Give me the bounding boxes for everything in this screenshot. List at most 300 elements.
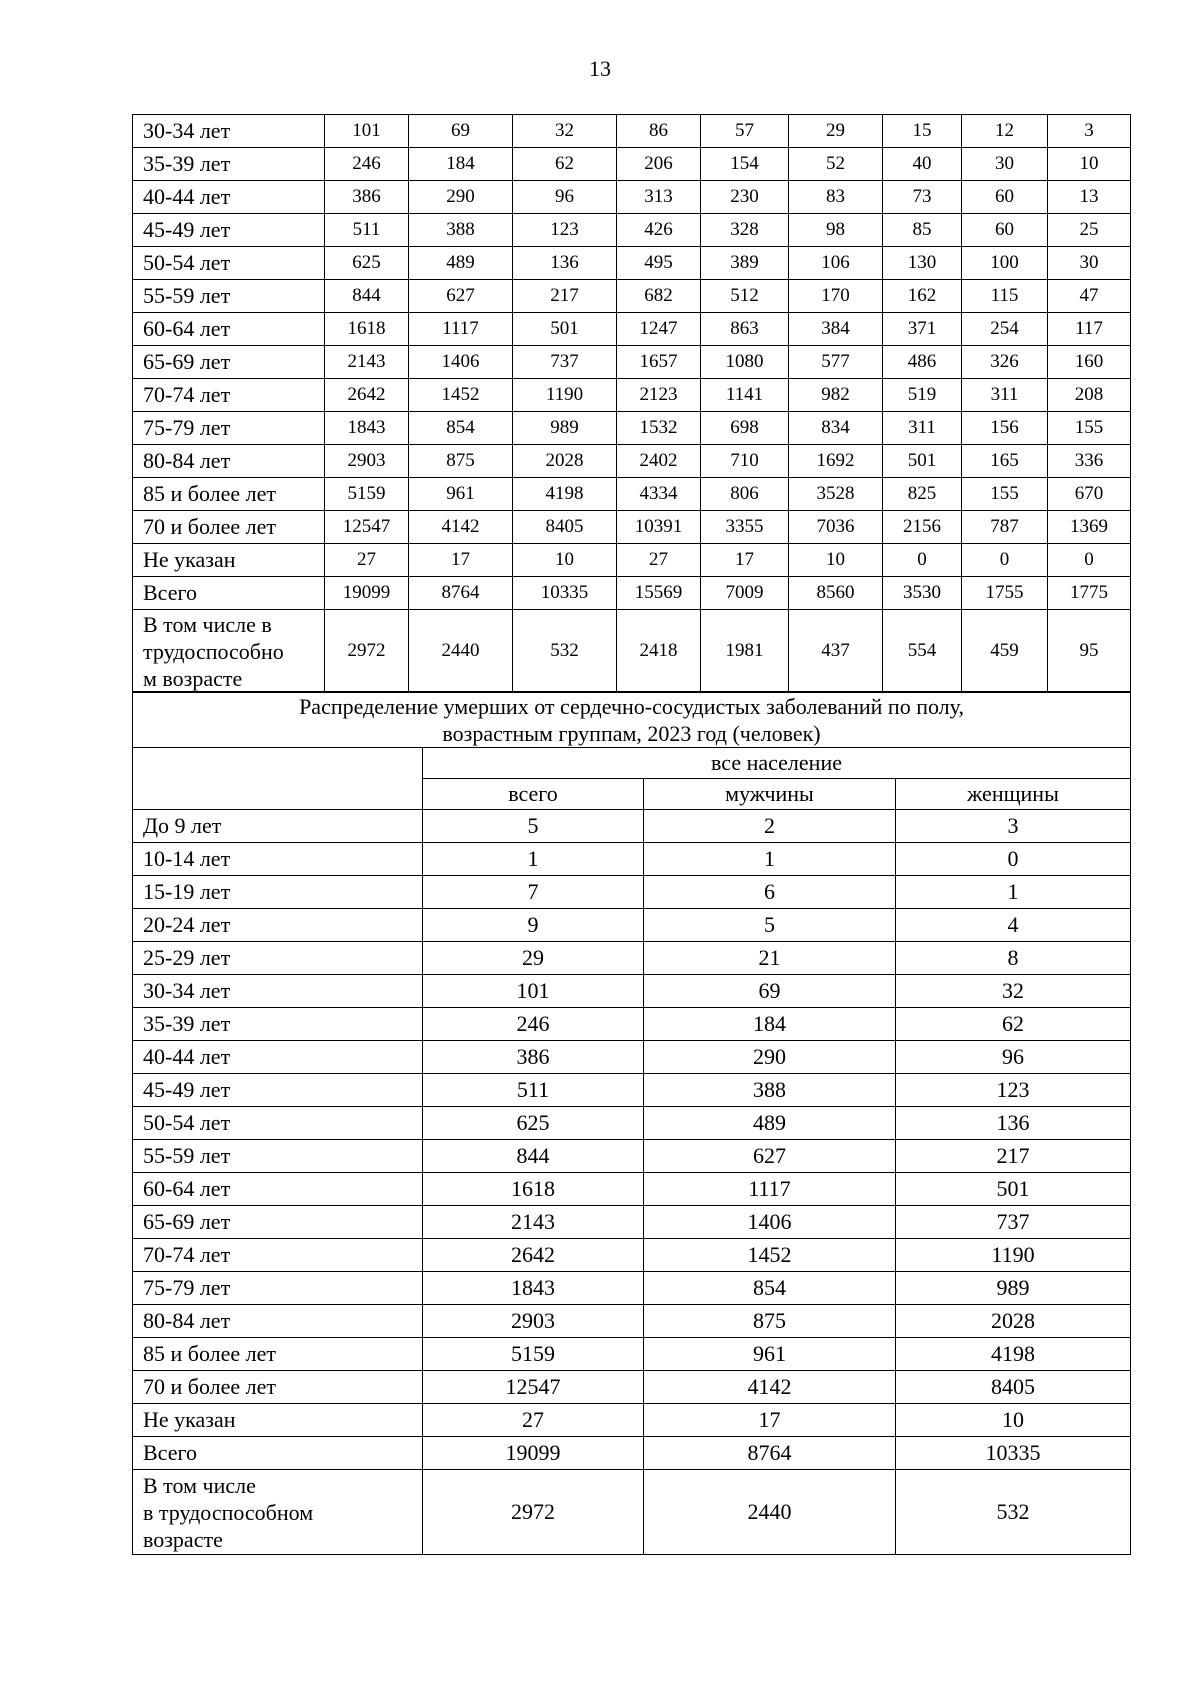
cell-value: 160 [1048,346,1131,379]
cell-value: 1452 [644,1239,896,1272]
table-row [133,247,1131,280]
table-row [133,1239,1131,1272]
table-row [133,975,1131,1008]
cell-value: 854 [644,1272,896,1305]
cell-value: 2903 [325,445,409,478]
cell-value: 15569 [617,577,701,610]
row-label: 30-34 лет [133,975,423,1008]
cell-value: 217 [513,280,617,313]
cell-value: 1117 [644,1173,896,1206]
cell-value: 2143 [423,1206,644,1239]
cell-value: 123 [513,214,617,247]
table-row [133,1437,1131,1470]
table-row [133,478,1131,511]
cell-value: 961 [644,1338,896,1371]
row-label: 55-59 лет [133,280,325,313]
table-row [133,412,1131,445]
row-label: 35-39 лет [133,148,325,181]
cell-value: 532 [896,1470,1131,1555]
cell-value: 2402 [617,445,701,478]
cell-value: 206 [617,148,701,181]
cell-value: 1692 [789,445,883,478]
cell-value: 40 [883,148,962,181]
cell-value: 100 [962,247,1048,280]
cell-value: 12547 [423,1371,644,1404]
header-empty-cell [133,748,423,810]
row-label [133,610,325,693]
row-label: 50-54 лет [133,1107,423,1140]
cell-value: 682 [617,280,701,313]
table-row [133,214,1131,247]
cell-value: 165 [962,445,1048,478]
cell-value: 1369 [1048,511,1131,544]
cell-value: 4142 [644,1371,896,1404]
table-row [133,148,1131,181]
cell-value: 501 [513,313,617,346]
cell-value: 501 [896,1173,1131,1206]
table-row [133,843,1131,876]
cell-value: 787 [962,511,1048,544]
cell-value: 12547 [325,511,409,544]
table-row [133,313,1131,346]
cell-value: 3530 [883,577,962,610]
cell-value: 155 [962,478,1048,511]
caption-line: возрастным группам, 2023 год (человек) [442,720,821,746]
cell-value: 2143 [325,346,409,379]
cell-value: 388 [409,214,513,247]
cell-value: 156 [962,412,1048,445]
header-men: мужчины [644,779,896,810]
table-row [133,1140,1131,1173]
cell-value: 117 [1048,313,1131,346]
row-label: 15-19 лет [133,876,423,909]
table-row [133,1074,1131,1107]
caption-line: Распределение умерших от сердечно-сосудистых заболеваний по полу, [299,693,964,719]
row-label: 80-84 лет [133,1305,423,1338]
cell-value: 2156 [883,511,962,544]
table-row [133,181,1131,214]
cell-value: 115 [962,280,1048,313]
cell-value: 2642 [325,379,409,412]
row-label: 40-44 лет [133,1041,423,1074]
cell-value: 627 [644,1140,896,1173]
cell-value: 854 [409,412,513,445]
table-row [133,115,1131,148]
cell-value: 208 [1048,379,1131,412]
row-label: 45-49 лет [133,214,325,247]
cell-value: 6 [644,876,896,909]
cell-value: 7036 [789,511,883,544]
cell-value: 388 [644,1074,896,1107]
cell-value: 10 [896,1404,1131,1437]
cell-value: 60 [962,214,1048,247]
row-label-line: в трудоспособном [143,1499,314,1525]
cell-value: 489 [644,1107,896,1140]
cell-value: 627 [409,280,513,313]
cell-value: 989 [896,1272,1131,1305]
row-label-line: м возрасте [143,665,243,691]
cell-value: 21 [644,942,896,975]
cell-value: 311 [962,379,1048,412]
cell-value: 389 [701,247,789,280]
row-label: 70 и более лет [133,1371,423,1404]
cell-value: 27 [325,544,409,577]
cell-value: 1452 [409,379,513,412]
cell-value: 1080 [701,346,789,379]
table-body [133,692,1131,1555]
cell-value: 246 [325,148,409,181]
cell-value: 1843 [423,1272,644,1305]
cell-value: 30 [962,148,1048,181]
cell-value: 0 [883,544,962,577]
cell-value: 371 [883,313,962,346]
table-row [133,280,1131,313]
row-label-line: В том числе в [143,611,272,637]
cell-value: 96 [513,181,617,214]
cell-value: 386 [325,181,409,214]
cell-value: 86 [617,115,701,148]
row-label: Всего [133,577,325,610]
cell-value: 62 [513,148,617,181]
cell-value: 2972 [325,610,409,693]
cell-value: 29 [423,942,644,975]
cell-value: 254 [962,313,1048,346]
row-label: 85 и более лет [133,1338,423,1371]
cell-value: 5159 [423,1338,644,1371]
cell-value: 15 [883,115,962,148]
cell-value: 162 [883,280,962,313]
cell-value: 60 [962,181,1048,214]
cell-value: 184 [644,1008,896,1041]
cell-value: 136 [513,247,617,280]
cell-value: 155 [1048,412,1131,445]
cell-value: 17 [701,544,789,577]
cell-value: 10 [789,544,883,577]
cell-value: 10 [1048,148,1131,181]
cell-value: 875 [409,445,513,478]
cell-value: 625 [325,247,409,280]
row-label: 60-64 лет [133,1173,423,1206]
cell-value: 10335 [896,1437,1131,1470]
cell-value: 1775 [1048,577,1131,610]
cell-value: 9 [423,909,644,942]
row-label-line: трудоспособно [143,638,284,664]
cell-value: 230 [701,181,789,214]
cell-value: 386 [423,1041,644,1074]
table-row [133,909,1131,942]
cell-value: 1247 [617,313,701,346]
cell-value: 0 [1048,544,1131,577]
table-body [133,115,1131,693]
cell-value: 512 [701,280,789,313]
cell-value: 69 [409,115,513,148]
cell-value: 326 [962,346,1048,379]
cell-value: 95 [1048,610,1131,693]
cell-value: 57 [701,115,789,148]
row-label: 65-69 лет [133,346,325,379]
cell-value: 577 [789,346,883,379]
cell-value: 8405 [896,1371,1131,1404]
cell-value: 495 [617,247,701,280]
cell-value: 3355 [701,511,789,544]
table-row [133,1371,1131,1404]
cell-value: 2903 [423,1305,644,1338]
row-label: 65-69 лет [133,1206,423,1239]
cell-value: 670 [1048,478,1131,511]
table-row [133,1173,1131,1206]
cell-value: 184 [409,148,513,181]
table-row [133,379,1131,412]
cell-value: 98 [789,214,883,247]
cell-value: 806 [701,478,789,511]
page-number: 13 [589,56,611,81]
row-label: Не указан [133,544,325,577]
row-label: 85 и более лет [133,478,325,511]
cell-value: 3 [1048,115,1131,148]
cell-value: 8764 [644,1437,896,1470]
cell-value: 290 [644,1041,896,1074]
table-row [133,876,1131,909]
cell-value: 290 [409,181,513,214]
cell-value: 2028 [896,1305,1131,1338]
row-label: 55-59 лет [133,1140,423,1173]
cell-value: 3528 [789,478,883,511]
table-row [133,511,1131,544]
table-row [133,1305,1131,1338]
cell-value: 10335 [513,577,617,610]
cell-value: 4198 [513,478,617,511]
cell-value: 1618 [423,1173,644,1206]
cell-value: 1190 [513,379,617,412]
table-row [133,810,1131,843]
cell-value: 0 [896,843,1131,876]
cell-value: 19099 [423,1437,644,1470]
cell-value: 101 [423,975,644,1008]
cell-value: 130 [883,247,962,280]
row-label: 20-24 лет [133,909,423,942]
row-label: 25-29 лет [133,942,423,975]
cell-value: 989 [513,412,617,445]
cell-value: 384 [789,313,883,346]
cell-value: 52 [789,148,883,181]
cell-value: 511 [423,1074,644,1107]
cell-value: 4 [896,909,1131,942]
cell-value: 1117 [409,313,513,346]
cardiovascular-deaths-table [132,691,1131,1555]
cell-value: 1618 [325,313,409,346]
cell-value: 437 [789,610,883,693]
header-total: всего [423,779,644,810]
row-label: 75-79 лет [133,1272,423,1305]
cell-value: 1 [423,843,644,876]
cell-value: 1141 [701,379,789,412]
row-label: 75-79 лет [133,412,325,445]
cell-value: 30 [1048,247,1131,280]
cell-value: 336 [1048,445,1131,478]
cell-value: 5159 [325,478,409,511]
cell-value: 8764 [409,577,513,610]
cell-value: 69 [644,975,896,1008]
table-row [133,1008,1131,1041]
cell-value: 2 [644,810,896,843]
row-label-line: В том числе [143,1472,256,1498]
cell-value: 511 [325,214,409,247]
cell-value: 29 [789,115,883,148]
cell-value: 73 [883,181,962,214]
header-all-population: все население [423,748,1131,779]
cell-value: 1406 [409,346,513,379]
cell-value: 1 [896,876,1131,909]
cell-value: 8560 [789,577,883,610]
cell-value: 1981 [701,610,789,693]
cell-value: 625 [423,1107,644,1140]
cell-value: 311 [883,412,962,445]
cell-value: 25 [1048,214,1131,247]
cell-value: 136 [896,1107,1131,1140]
cell-value: 8 [896,942,1131,975]
cell-value: 83 [789,181,883,214]
cell-value: 32 [896,975,1131,1008]
cell-value: 2123 [617,379,701,412]
table-row [133,1404,1131,1437]
cell-value: 710 [701,445,789,478]
cell-value: 217 [896,1140,1131,1173]
cell-value: 17 [644,1404,896,1437]
cell-value: 1406 [644,1206,896,1239]
row-label: 45-49 лет [133,1074,423,1107]
cell-value: 5 [423,810,644,843]
cell-value: 106 [789,247,883,280]
row-label: 30-34 лет [133,115,325,148]
header-row-group [133,748,1131,779]
cell-value: 2972 [423,1470,644,1555]
cell-value: 875 [644,1305,896,1338]
cell-value: 170 [789,280,883,313]
cell-value: 1 [644,843,896,876]
cell-value: 737 [896,1206,1131,1239]
table-row [133,1206,1131,1239]
cell-value: 2440 [409,610,513,693]
table-row [133,445,1131,478]
cell-value: 2418 [617,610,701,693]
cell-value: 1190 [896,1239,1131,1272]
cell-value: 982 [789,379,883,412]
cell-value: 4198 [896,1338,1131,1371]
table-row [133,1041,1131,1074]
row-label: 70 и более лет [133,511,325,544]
table-row [133,577,1131,610]
cell-value: 123 [896,1074,1131,1107]
cell-value: 863 [701,313,789,346]
cell-value: 27 [617,544,701,577]
cell-value: 62 [896,1008,1131,1041]
row-label: Всего [133,1437,423,1470]
cell-value: 27 [423,1404,644,1437]
cell-value: 459 [962,610,1048,693]
cell-value: 5 [644,909,896,942]
cell-value: 3 [896,810,1131,843]
table-row [133,1272,1131,1305]
cell-value: 10 [513,544,617,577]
cell-value: 698 [701,412,789,445]
cell-value: 313 [617,181,701,214]
row-label: 40-44 лет [133,181,325,214]
cell-value: 737 [513,346,617,379]
cell-value: 47 [1048,280,1131,313]
row-label: 80-84 лет [133,445,325,478]
cell-value: 486 [883,346,962,379]
cell-value: 426 [617,214,701,247]
age-breakdown-table-continued [132,114,1131,693]
cell-value: 17 [409,544,513,577]
table-row-working-age [133,1470,1131,1555]
row-label: 35-39 лет [133,1008,423,1041]
cell-value: 7 [423,876,644,909]
table-caption [133,692,1131,748]
row-label: 70-74 лет [133,1239,423,1272]
cell-value: 154 [701,148,789,181]
cell-value: 13 [1048,181,1131,214]
cell-value: 12 [962,115,1048,148]
cell-value: 246 [423,1008,644,1041]
cell-value: 501 [883,445,962,478]
cell-value: 8405 [513,511,617,544]
header-women: женщины [896,779,1131,810]
cell-value: 825 [883,478,962,511]
table-row [133,544,1131,577]
cell-value: 4142 [409,511,513,544]
cell-value: 2028 [513,445,617,478]
row-label: Не указан [133,1404,423,1437]
table-caption-row [133,692,1131,748]
cell-value: 101 [325,115,409,148]
row-label: 70-74 лет [133,379,325,412]
cell-value: 519 [883,379,962,412]
cell-value: 96 [896,1041,1131,1074]
cell-value: 834 [789,412,883,445]
cell-value: 328 [701,214,789,247]
cell-value: 844 [325,280,409,313]
row-label [133,1470,423,1555]
cell-value: 32 [513,115,617,148]
table-row [133,1107,1131,1140]
row-label: 10-14 лет [133,843,423,876]
cell-value: 2642 [423,1239,644,1272]
cell-value: 554 [883,610,962,693]
cell-value: 19099 [325,577,409,610]
table-row [133,1338,1131,1371]
table-row [133,942,1131,975]
cell-value: 10391 [617,511,701,544]
cell-value: 7009 [701,577,789,610]
cell-value: 961 [409,478,513,511]
cell-value: 4334 [617,478,701,511]
cell-value: 1532 [617,412,701,445]
cell-value: 1843 [325,412,409,445]
cell-value: 532 [513,610,617,693]
row-label: 50-54 лет [133,247,325,280]
cell-value: 1657 [617,346,701,379]
cell-value: 489 [409,247,513,280]
table-row-working-age [133,610,1131,693]
cell-value: 2440 [644,1470,896,1555]
cell-value: 85 [883,214,962,247]
cell-value: 1755 [962,577,1048,610]
cell-value: 0 [962,544,1048,577]
row-label: До 9 лет [133,810,423,843]
row-label-line: возрасте [143,1526,223,1552]
table-row [133,346,1131,379]
